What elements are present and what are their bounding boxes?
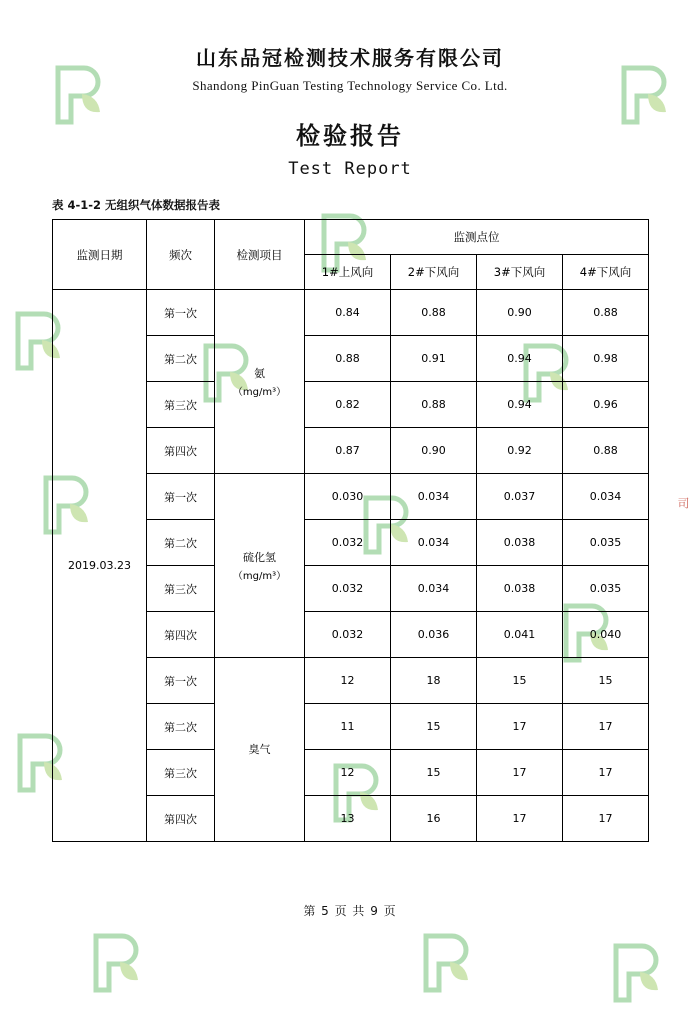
cell-value: 12	[305, 658, 391, 704]
cell-value: 0.038	[477, 566, 563, 612]
cell-value: 0.038	[477, 520, 563, 566]
cell-date: 2019.03.23	[53, 290, 147, 842]
header-point-2: 2#下风向	[391, 255, 477, 290]
cell-value: 15	[563, 658, 649, 704]
cell-frequency: 第三次	[147, 566, 215, 612]
item-unit: （mg/m³）	[232, 571, 287, 582]
cell-value: 0.035	[563, 566, 649, 612]
cell-value: 0.90	[477, 290, 563, 336]
header-frequency: 频次	[147, 220, 215, 290]
cell-value: 0.84	[305, 290, 391, 336]
cell-value: 16	[391, 796, 477, 842]
header-point-4: 4#下风向	[563, 255, 649, 290]
table-row	[53, 290, 649, 336]
cell-frequency: 第四次	[147, 612, 215, 658]
item-name: 硫化氢	[243, 551, 276, 564]
cell-value: 0.034	[391, 474, 477, 520]
cell-value: 13	[305, 796, 391, 842]
measurement-table	[52, 219, 649, 842]
cell-frequency: 第一次	[147, 658, 215, 704]
cell-value: 0.032	[305, 520, 391, 566]
cell-value: 0.034	[391, 566, 477, 612]
cell-frequency: 第一次	[147, 290, 215, 336]
table-header-row-1	[53, 220, 649, 255]
watermark-logo	[610, 942, 662, 1004]
item-unit: （mg/m³）	[232, 387, 287, 398]
cell-value: 15	[391, 704, 477, 750]
cell-value: 0.94	[477, 382, 563, 428]
cell-frequency: 第四次	[147, 796, 215, 842]
item-name: 臭气	[248, 742, 271, 756]
cell-value: 0.88	[391, 382, 477, 428]
cell-value: 0.88	[305, 336, 391, 382]
cell-value: 0.037	[477, 474, 563, 520]
cell-item	[215, 474, 305, 658]
header-date: 监测日期	[53, 220, 147, 290]
report-title-cn: 检验报告	[296, 122, 404, 150]
cell-value: 12	[305, 750, 391, 796]
cell-value: 0.035	[563, 520, 649, 566]
header-point-3: 3#下风向	[477, 255, 563, 290]
cell-frequency: 第一次	[147, 474, 215, 520]
watermark-logo	[420, 932, 472, 994]
page-number: 第 5 页 共 9 页	[303, 904, 397, 918]
company-name-cn: 山东品冠检测技术服务有限公司	[196, 46, 504, 70]
cell-frequency: 第二次	[147, 520, 215, 566]
cell-item	[215, 290, 305, 474]
cell-value: 0.98	[563, 336, 649, 382]
cell-frequency: 第四次	[147, 428, 215, 474]
cell-value: 0.88	[563, 428, 649, 474]
cell-value: 0.036	[391, 612, 477, 658]
cell-value: 0.040	[563, 612, 649, 658]
cell-value: 15	[477, 658, 563, 704]
cell-value: 17	[563, 750, 649, 796]
cell-value: 0.91	[391, 336, 477, 382]
stamp-fragment: 司	[676, 497, 690, 515]
cell-value: 0.88	[563, 290, 649, 336]
cell-value: 18	[391, 658, 477, 704]
cell-value: 11	[305, 704, 391, 750]
cell-value: 0.82	[305, 382, 391, 428]
cell-frequency: 第二次	[147, 336, 215, 382]
cell-value: 0.90	[391, 428, 477, 474]
report-page	[0, 42, 700, 919]
header-item: 检测项目	[215, 220, 305, 290]
cell-value: 0.96	[563, 382, 649, 428]
cell-item	[215, 658, 305, 842]
table-caption: 表 4-1-2 无组织气体数据报告表	[52, 198, 221, 212]
cell-frequency: 第三次	[147, 382, 215, 428]
report-title-en: Test Report	[288, 159, 412, 179]
cell-value: 0.041	[477, 612, 563, 658]
cell-value: 17	[563, 704, 649, 750]
cell-value: 0.87	[305, 428, 391, 474]
header-points-group: 监测点位	[305, 220, 649, 255]
cell-value: 0.032	[305, 566, 391, 612]
cell-frequency: 第三次	[147, 750, 215, 796]
company-name-en: Shandong PinGuan Testing Technology Service Co. Ltd.	[192, 78, 508, 93]
cell-value: 17	[477, 796, 563, 842]
cell-value: 17	[477, 750, 563, 796]
cell-value: 17	[563, 796, 649, 842]
cell-frequency: 第二次	[147, 704, 215, 750]
cell-value: 0.034	[391, 520, 477, 566]
cell-value: 17	[477, 704, 563, 750]
cell-value: 0.88	[391, 290, 477, 336]
cell-value: 0.94	[477, 336, 563, 382]
cell-value: 0.032	[305, 612, 391, 658]
header-point-1: 1#上风向	[305, 255, 391, 290]
cell-value: 0.030	[305, 474, 391, 520]
cell-value: 0.92	[477, 428, 563, 474]
cell-value: 0.034	[563, 474, 649, 520]
item-name: 氨	[254, 367, 265, 380]
cell-value: 15	[391, 750, 477, 796]
watermark-logo	[90, 932, 142, 994]
